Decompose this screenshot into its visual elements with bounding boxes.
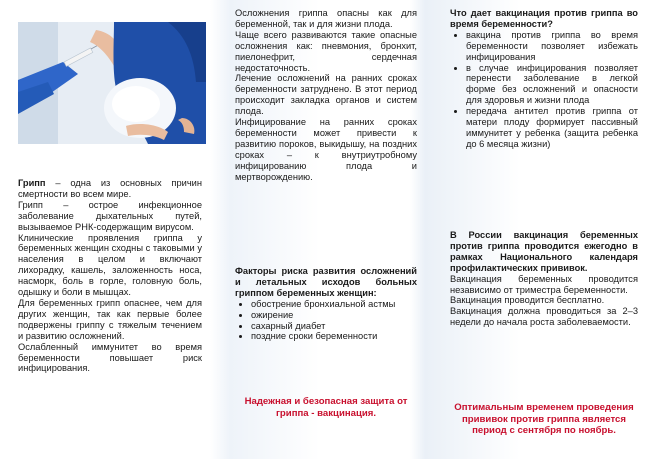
treatment-difficulty: Лечение осложнений на ранних сроках беременности затруднено. В этот период происходит закладка органов и систем плода. xyxy=(235,73,417,117)
weakened-immunity: Ослабленный иммунитет во время беременности повышает риск инфицирования. xyxy=(18,341,202,374)
complications-danger: Осложнения гриппа опасны как для беременной, так и для жизни плода. xyxy=(235,8,417,29)
risk-factors-list xyxy=(235,299,417,343)
risk-factor-item: • поздние сроки беременности xyxy=(251,331,417,342)
risk-factor-item: • ожирение xyxy=(251,310,417,321)
risk-factor-item: • сахарный диабет xyxy=(251,321,417,332)
column-right xyxy=(425,0,650,459)
flu-danger-pregnant: Для беременных грипп опаснее, чем для других женщин, так как первые более подвержены гриппу с тяжелым течением и развитию осложнений. xyxy=(18,297,202,341)
benefit-item: • в случае инфицирования позволяет перенести заболевание в легкой форме без осложнений и опасности для здоровья и жизни плода xyxy=(466,63,638,107)
flu-clinical-manifestations: Клинические проявления гриппа у беременных женщин сходны с таковыми у населения в целом и включают лихорадку, кашель, заложенность носа, насморк, боль в горле, головную боль, одышку и боли в мышцах. xyxy=(18,232,202,298)
photo-pregnant-woman-vaccination xyxy=(18,22,206,144)
vaccination-benefits-block xyxy=(450,8,638,150)
optimal-period-note: Оптимальным временем проведения прививок против гриппа является период с сентября по ноябрь. xyxy=(454,402,634,436)
column-left xyxy=(0,0,215,459)
flu-lead-word: Грипп xyxy=(18,178,46,188)
benefit-item: • передача антител против гриппа от матери плоду формирует пассивный иммунитет у ребенка (защита ребенка до 6 месяца жизни) xyxy=(466,106,638,150)
benefits-list xyxy=(450,30,638,150)
vaccination-timing: Вакцинация должна проводиться за 2–3 недели до начала роста заболеваемости. xyxy=(450,306,638,328)
flu-definition: Грипп – острое инфекционное заболевание дыхательных путей, вызываемое РНК-содержащим вирусом. xyxy=(18,199,202,232)
infection-consequences: Инфицирование на ранних сроках беременности может привести к развитию пороков, выкидышу, на поздних сроках – к внутриутробному инфицированию плода и мертворождению. xyxy=(235,117,417,182)
column-middle xyxy=(215,0,425,459)
vaccination-illustration xyxy=(18,22,206,144)
benefit-item: • вакцина против гриппа во время беременности позволяет избежать инфицирования xyxy=(466,30,638,63)
benefits-heading: Что дает вакцинация против гриппа во время беременности? xyxy=(450,8,638,29)
vaccination-free: Вакцинация проводится бесплатно. xyxy=(450,295,605,306)
complications-text xyxy=(235,8,417,183)
common-complications: Чаще всего развиваются такие опасные осложнения как: пневмония, бронхит, пиелонефрит, сердечная недостаточность. xyxy=(235,29,417,73)
risk-factor-item: • обострение бронхиальной астмы xyxy=(251,299,417,310)
flu-intro-rest: – одна из основных причин смертности во всем мире. xyxy=(18,178,202,199)
risk-factors-block xyxy=(235,266,417,342)
vaccination-protection-note: Надежная и безопасная защита от гриппа - вакцинация. xyxy=(244,396,408,419)
vaccination-in-russia-block xyxy=(450,230,638,328)
russia-calendar-statement: В России вакцинация беременных против гриппа проводится ежегодно в рамках Национального календаря профилактических прививок. xyxy=(450,230,638,273)
risk-factors-heading: Факторы риска развития осложнений и летальных исходов больных гриппом беременных женщин: xyxy=(235,266,417,298)
flu-intro-text xyxy=(18,178,202,374)
trimester-independent: Вакцинация беременных проводится независимо от триместра беременности. xyxy=(450,273,638,295)
